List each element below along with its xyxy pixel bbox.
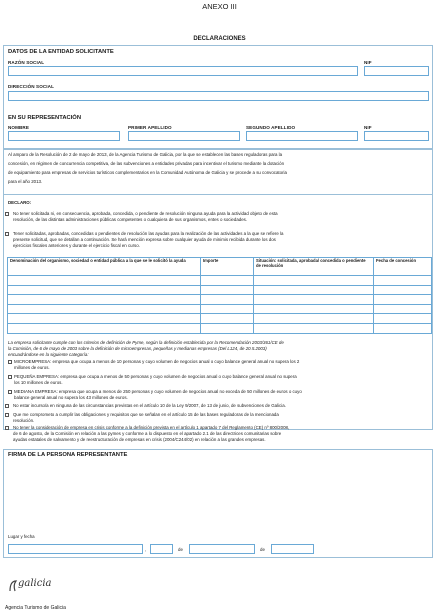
pyme-l3: encuadrándose en la siguiente categoría: <box>8 352 89 357</box>
mediana-empresa-checkbox[interactable] <box>8 390 12 394</box>
rep-nif-label: NIF <box>364 125 372 130</box>
dia-field[interactable] <box>150 544 173 554</box>
page-title: ANEXO III <box>202 2 237 11</box>
firma-heading: FIRMA DE LA PERSONA REPRESENTANTE <box>8 452 128 458</box>
de-label-2: de <box>260 547 265 552</box>
microempresa-checkbox[interactable] <box>8 360 12 364</box>
direccion-label: DIRECCIÓN SOCIAL <box>8 84 55 89</box>
signature-section <box>3 449 433 558</box>
apellido1-label: PRIMER APELLIDO <box>128 125 172 130</box>
de-label-1: de <box>178 547 183 552</box>
entity-heading: DATOS DE LA ENTIDAD SOLICITANTE <box>8 49 114 55</box>
con-ayuda-checkbox[interactable] <box>5 232 9 236</box>
intro-line-1: Al amparo de la Resolución de 2 de mayo de 2013, de la Agencia Turismo de Galicia, por la que se establecen las bases reguladoras para la <box>8 152 283 157</box>
table-row[interactable] <box>8 304 432 314</box>
col-organismo: Denominación del organismo, sociedad o entidad pública a la que se le solicitó la ayuda <box>8 258 201 276</box>
galicia-swirl-icon <box>8 579 18 593</box>
micro-l2: millones de euros. <box>14 365 50 370</box>
med-l2: balance general anual no supera los 43 millones de euros. <box>14 395 128 400</box>
no-crisis-checkbox[interactable] <box>5 426 9 430</box>
declaro-heading: DECLARO: <box>8 200 32 205</box>
apellido2-label: SEGUNDO APELLIDO <box>246 125 296 130</box>
galicia-logo <box>8 575 68 597</box>
cris-l3: ayudas estatales de salvamento y de reestructuración de empresas en crisis (2004/C244/02) en relación a las grandes empresas. <box>13 437 266 442</box>
ayudas-table <box>7 257 432 334</box>
declaro-item2-l1: Tener solicitadas, aprobadas, concedidas o pendientes de resolución las ayudas para la realización de las actividades a la que se refiere la <box>13 231 284 236</box>
declaro-item2-l2: presente solicitud, que se detallan a continuación. Se hará mención expresa sobre cualquier ayuda de minimis recibida durante los dos <box>13 237 276 242</box>
cris-l2: de 6 de agosto, de la Comisión en relación a las pymes y conforme a lo dispuesto en el apartado 2.1 de las directrices comunitarias sobre <box>13 431 282 436</box>
nombre-field[interactable] <box>8 131 120 141</box>
intro-line-3: de equipamiento para empresas de servicios turísticos complementarios en la Comunidad Autónoma de Galicia y se procede a su convocatoria <box>8 170 287 175</box>
col-situacion: Situación: solicitada, aprobada/ concedida o pendiente de resolución <box>254 258 374 276</box>
declaro-item1-l1: No tener solicitada ni, en consecuencia, aprobada, concedida, o pendiente de resolución ninguna ayuda para la actividad objeto de esta <box>13 211 278 216</box>
comp-l2: resolución. <box>13 418 35 423</box>
intro-line-4: para el año 2013. <box>8 179 43 184</box>
med-l1: MEDIANA EMPRESA: empresa que ocupa a menos de 250 personas y cuyo volumen de negocios anual no exceda de 50 millones de euros o cuyo <box>14 389 302 394</box>
nombre-label: NOMBRE <box>8 125 30 130</box>
compromiso-checkbox[interactable] <box>5 413 9 417</box>
galicia-logo-text: galicia <box>18 578 52 589</box>
direccion-field[interactable] <box>8 91 429 101</box>
intro-line-2: concesión, en régimen de concurrencia competitiva, de las subvenciones a entidades privadas para incentivar el turismo mediante la dotación <box>8 161 285 166</box>
comma-separator: , <box>145 547 147 552</box>
anio-field[interactable] <box>271 544 314 554</box>
entity-nif-field[interactable] <box>364 66 429 76</box>
micro-l1: MICROEMPRESA: empresa que ocupa a menos de 10 personas y cuyo volumen de negocios anual o cuyo balance general anual no supera los 2 <box>14 359 300 364</box>
declaro-item2-l3: ejercicios fiscales anteriores y durante el ejercicio fiscal en curso. <box>13 243 140 248</box>
rep-heading: EN SU REPRESENTACIÓN <box>8 115 82 121</box>
divider <box>3 194 433 195</box>
cris-l1: No tener la consideración de empresa en crisis conforme a la definición prevista en el artículo 1 apartado 7 del Reglamento (CE) nº 800/2008, <box>13 425 290 430</box>
table-row[interactable] <box>8 314 432 324</box>
pequena-empresa-checkbox[interactable] <box>8 375 12 379</box>
col-fecha: Fecha de concesión <box>374 258 432 276</box>
mes-field[interactable] <box>189 544 255 554</box>
apellido2-field[interactable] <box>246 131 358 141</box>
lugar-field[interactable] <box>8 544 143 554</box>
lugar-fecha-label: Lugar y fecha <box>8 534 35 539</box>
declaro-item1-l2: resolución, de las distintas administraciones públicas competentes o cualquiera de sus organismos, entes o sociedades. <box>13 217 248 222</box>
table-row[interactable] <box>8 276 432 286</box>
peq-l2: los 10 millones de euros. <box>14 380 63 385</box>
pyme-l2: la Comisión, de 6 de mayo de 2003 sobre la definición de microempresas, pequeñas y medianas empresas (Del L124, de 20.5.2003) <box>8 346 267 351</box>
table-row[interactable] <box>8 285 432 295</box>
entity-nif-label: NIF <box>364 60 372 65</box>
table-row[interactable] <box>8 295 432 305</box>
footer-text: Agencia Turismo de Galicia <box>5 605 66 611</box>
razon-social-field[interactable] <box>8 66 358 76</box>
table-row[interactable] <box>8 323 432 333</box>
pyme-l1: La empresa solicitante cumple con los criterios de definición de Pyme, según la definición establecida por la Recomendación 2003/361/CE de <box>8 340 284 345</box>
page-subtitle: DECLARACIONES <box>193 36 246 42</box>
col-importe: Importe <box>201 258 254 276</box>
no-ayuda-checkbox[interactable] <box>5 212 9 216</box>
inc-l1: No estar incurso/a en ninguna de las circunstancias previstas en el artículo 10 de la Ley 9/2007, de 13 de junio, de subvenciones de Galicia. <box>13 403 286 408</box>
apellido1-field[interactable] <box>128 131 240 141</box>
razon-social-label: RAZÓN SOCIAL <box>8 60 45 65</box>
peq-l1: PEQUEÑA EMPRESA: empresa que ocupa a menos de 50 personas y cuyo volumen de negocios anual o cuyo balance general anual no supera <box>14 374 297 379</box>
rep-nif-field[interactable] <box>364 131 429 141</box>
comp-l1: Que me comprometo a cumplir las obligaciones y requisitos que se señalan en el artículo 15 de las bases reguladoras de la mencionada <box>13 412 279 417</box>
no-incurso-checkbox[interactable] <box>5 404 9 408</box>
